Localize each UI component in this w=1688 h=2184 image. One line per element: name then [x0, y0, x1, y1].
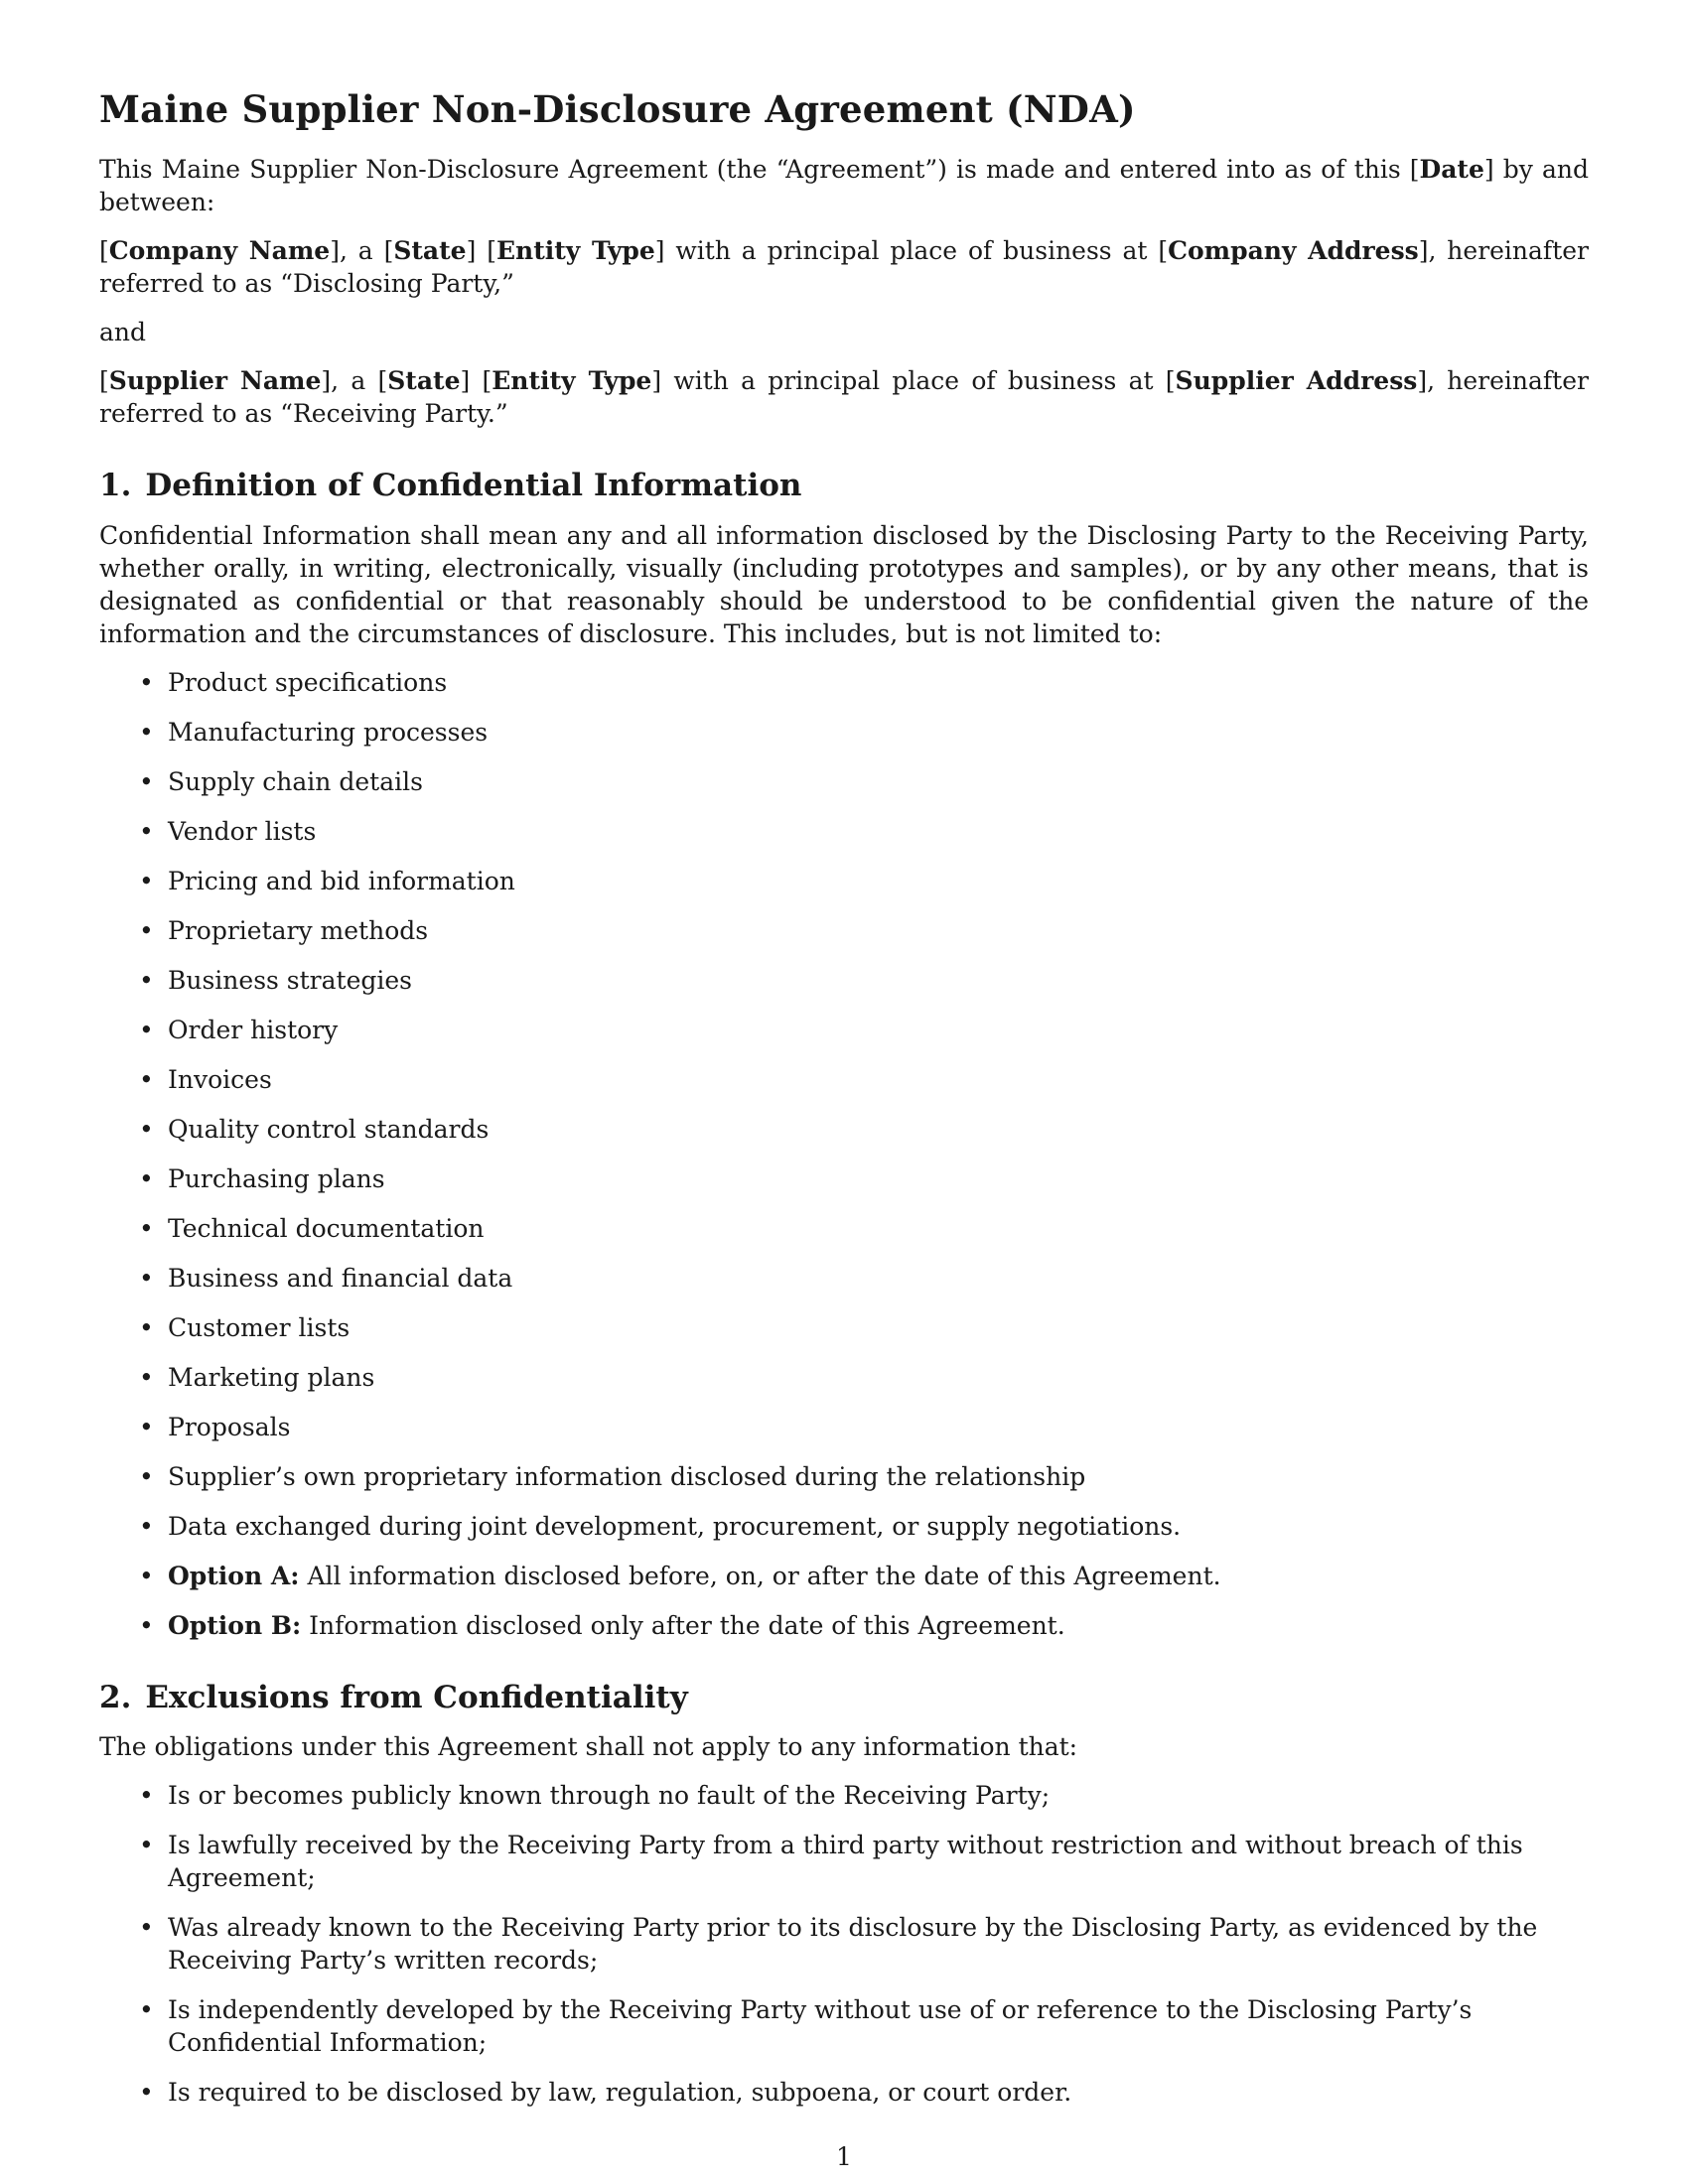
separator: ] with a principal place of business at [ [651, 366, 1176, 396]
section-2-heading [99, 1680, 1589, 1716]
bullet-icon: • [139, 2077, 154, 2107]
bullet-icon: • [139, 915, 154, 945]
date-field: Date [1419, 155, 1484, 185]
option-a-text: All information disclosed before, on, or after the date of this Agreement. [307, 1561, 1221, 1590]
list-item-text: Supplier’s own proprietary information disclosed during the relationship [168, 1461, 1086, 1491]
page-number: 1 [836, 2142, 852, 2171]
list-item-text: Business and financial data [168, 1263, 513, 1293]
list-item [99, 666, 1589, 699]
list-item [99, 1460, 1589, 1493]
disclosing-party-suffix: ], hereinafter referred to as “Disclosing Party,” [99, 236, 1589, 299]
bullet-icon: • [139, 1780, 154, 1810]
section-2-intro: The obligations under this Agreement shall not apply to any information that: [99, 1731, 1078, 1761]
list-item-text: Business strategies [168, 965, 412, 995]
bullet-icon: • [139, 1312, 154, 1342]
list-item [99, 1411, 1589, 1443]
bullet-icon: • [139, 1461, 154, 1491]
section-1-body: Confidential Information shall mean any and all information disclosed by the Disclosing Party to the Receiving Party, whether orally, in writing, electronically, visually (including prototypes and samples), or by any other means, that is designated as confidential or that reasonably should be understood to be confidential given the nature of the information and the circumstances of disclosure. This includes, but is not limited to: [99, 520, 1589, 648]
list-item [99, 865, 1589, 897]
bullet-icon: • [139, 1263, 154, 1293]
bullet-icon: • [139, 1015, 154, 1044]
separator: ], a [ [321, 366, 388, 396]
list-item [99, 1162, 1589, 1195]
list-item-text: Marketing plans [168, 1362, 375, 1392]
bullet-icon: • [139, 816, 154, 846]
option-b-label: Option B: [168, 1610, 302, 1640]
list-item [99, 1510, 1589, 1543]
option-a-label: Option A: [168, 1561, 300, 1590]
state-field: State [393, 236, 467, 266]
bullet-icon: • [139, 1114, 154, 1144]
list-item-text: Is lawfully received by the Receiving Party from a third party without restriction and without breach of this Agreement; [168, 1830, 1523, 1892]
section-title: Exclusions from Confidentiality [145, 1679, 688, 1715]
bullet-icon: • [139, 965, 154, 995]
entity-type-field: Entity Type [495, 236, 655, 266]
bullet-icon: • [139, 1412, 154, 1441]
receiving-party-suffix: ], hereinafter referred to as “Receiving Party.” [99, 366, 1589, 429]
list-item-text: Proposals [168, 1412, 291, 1441]
intro-text-after: ] by and between: [99, 155, 1589, 217]
and-text: and [99, 318, 147, 347]
list-item [99, 1113, 1589, 1146]
bullet-icon: • [139, 1511, 154, 1541]
list-item-text: Product specifications [168, 667, 448, 697]
state-field: State [387, 366, 461, 396]
bullet-icon: • [139, 1561, 154, 1590]
list-item [99, 1361, 1589, 1394]
bullet-icon: • [139, 1064, 154, 1094]
document-content [99, 87, 1589, 2125]
list-item [99, 1063, 1589, 1096]
list-item-text: Order history [168, 1015, 339, 1044]
company-name-field: Company Name [108, 236, 331, 266]
list-item [99, 1311, 1589, 1344]
bracket-open: [ [99, 236, 109, 266]
bullet-icon: • [139, 1994, 154, 2024]
list-item-text: Is required to be disclosed by law, regulation, subpoena, or court order. [168, 2077, 1072, 2107]
list-item [99, 765, 1589, 798]
bullet-icon: • [139, 1213, 154, 1243]
list-item [99, 1829, 1589, 1894]
list-item-text: Pricing and bid information [168, 866, 515, 895]
list-item [99, 964, 1589, 997]
separator: ] with a principal place of business at [ [654, 236, 1169, 266]
list-item-text: Data exchanged during joint development, procurement, or supply negotiations. [168, 1511, 1182, 1541]
supplier-name-field: Supplier Name [108, 366, 322, 396]
list-item-text: Vendor lists [168, 816, 317, 846]
supplier-address-field: Supplier Address [1175, 366, 1418, 396]
list-item-text: Invoices [168, 1064, 272, 1094]
receiving-party-paragraph [99, 364, 1589, 430]
option-b-item [99, 1609, 1589, 1642]
confidential-info-list [99, 666, 1589, 1642]
list-item-text: Supply chain details [168, 766, 423, 796]
company-address-field: Company Address [1168, 236, 1419, 266]
list-item-text: Customer lists [168, 1312, 351, 1342]
bullet-icon: • [139, 667, 154, 697]
bullet-icon: • [139, 1362, 154, 1392]
option-a-item [99, 1560, 1589, 1592]
list-item-text: Technical documentation [168, 1213, 485, 1243]
entity-type-field: Entity Type [492, 366, 652, 396]
separator: ], a [ [330, 236, 394, 266]
list-item-text: Is or becomes publicly known through no fault of the Receiving Party; [168, 1780, 1051, 1810]
list-item-text: Is independently developed by the Receiving Party without use of or reference to the Disclosing Party’s Confidential Information; [168, 1994, 1473, 2057]
list-item [99, 716, 1589, 749]
list-item [99, 914, 1589, 947]
list-item-text: Purchasing plans [168, 1163, 385, 1193]
intro-text-before: This Maine Supplier Non-Disclosure Agreement (the “Agreement”) is made and entered into as of this [ [99, 155, 1420, 185]
section-number: 2. [99, 1679, 132, 1715]
list-item-text: Quality control standards [168, 1114, 490, 1144]
list-item [99, 1779, 1589, 1812]
list-item [99, 815, 1589, 848]
exclusions-list [99, 1779, 1589, 2109]
list-item [99, 1212, 1589, 1245]
separator: ] [ [460, 366, 492, 396]
disclosing-party-paragraph [99, 234, 1589, 300]
list-item-text: Proprietary methods [168, 915, 429, 945]
bullet-icon: • [139, 717, 154, 747]
separator: ] [ [466, 236, 496, 266]
list-item-text: Manufacturing processes [168, 717, 489, 747]
list-item-text: Was already known to the Receiving Party prior to its disclosure by the Disclosing Party, as evidenced by the Receiving Party’s written records; [168, 1912, 1538, 1975]
section-number: 1. [99, 468, 132, 504]
bullet-icon: • [139, 866, 154, 895]
intro-paragraph [99, 153, 1589, 218]
section-1-heading [99, 468, 1589, 504]
bracket-open: [ [99, 366, 109, 396]
list-item [99, 1911, 1589, 1977]
list-item [99, 1262, 1589, 1295]
bullet-icon: • [139, 766, 154, 796]
option-b-text: Information disclosed only after the date of this Agreement. [309, 1610, 1065, 1640]
bullet-icon: • [139, 1830, 154, 1859]
section-title: Definition of Confidential Information [145, 468, 802, 504]
list-item [99, 1014, 1589, 1046]
list-item [99, 1993, 1589, 2059]
bullet-icon: • [139, 1610, 154, 1640]
document-title: Maine Supplier Non-Disclosure Agreement (NDA) [99, 87, 1136, 131]
list-item [99, 2076, 1589, 2109]
bullet-icon: • [139, 1163, 154, 1193]
bullet-icon: • [139, 1912, 154, 1942]
